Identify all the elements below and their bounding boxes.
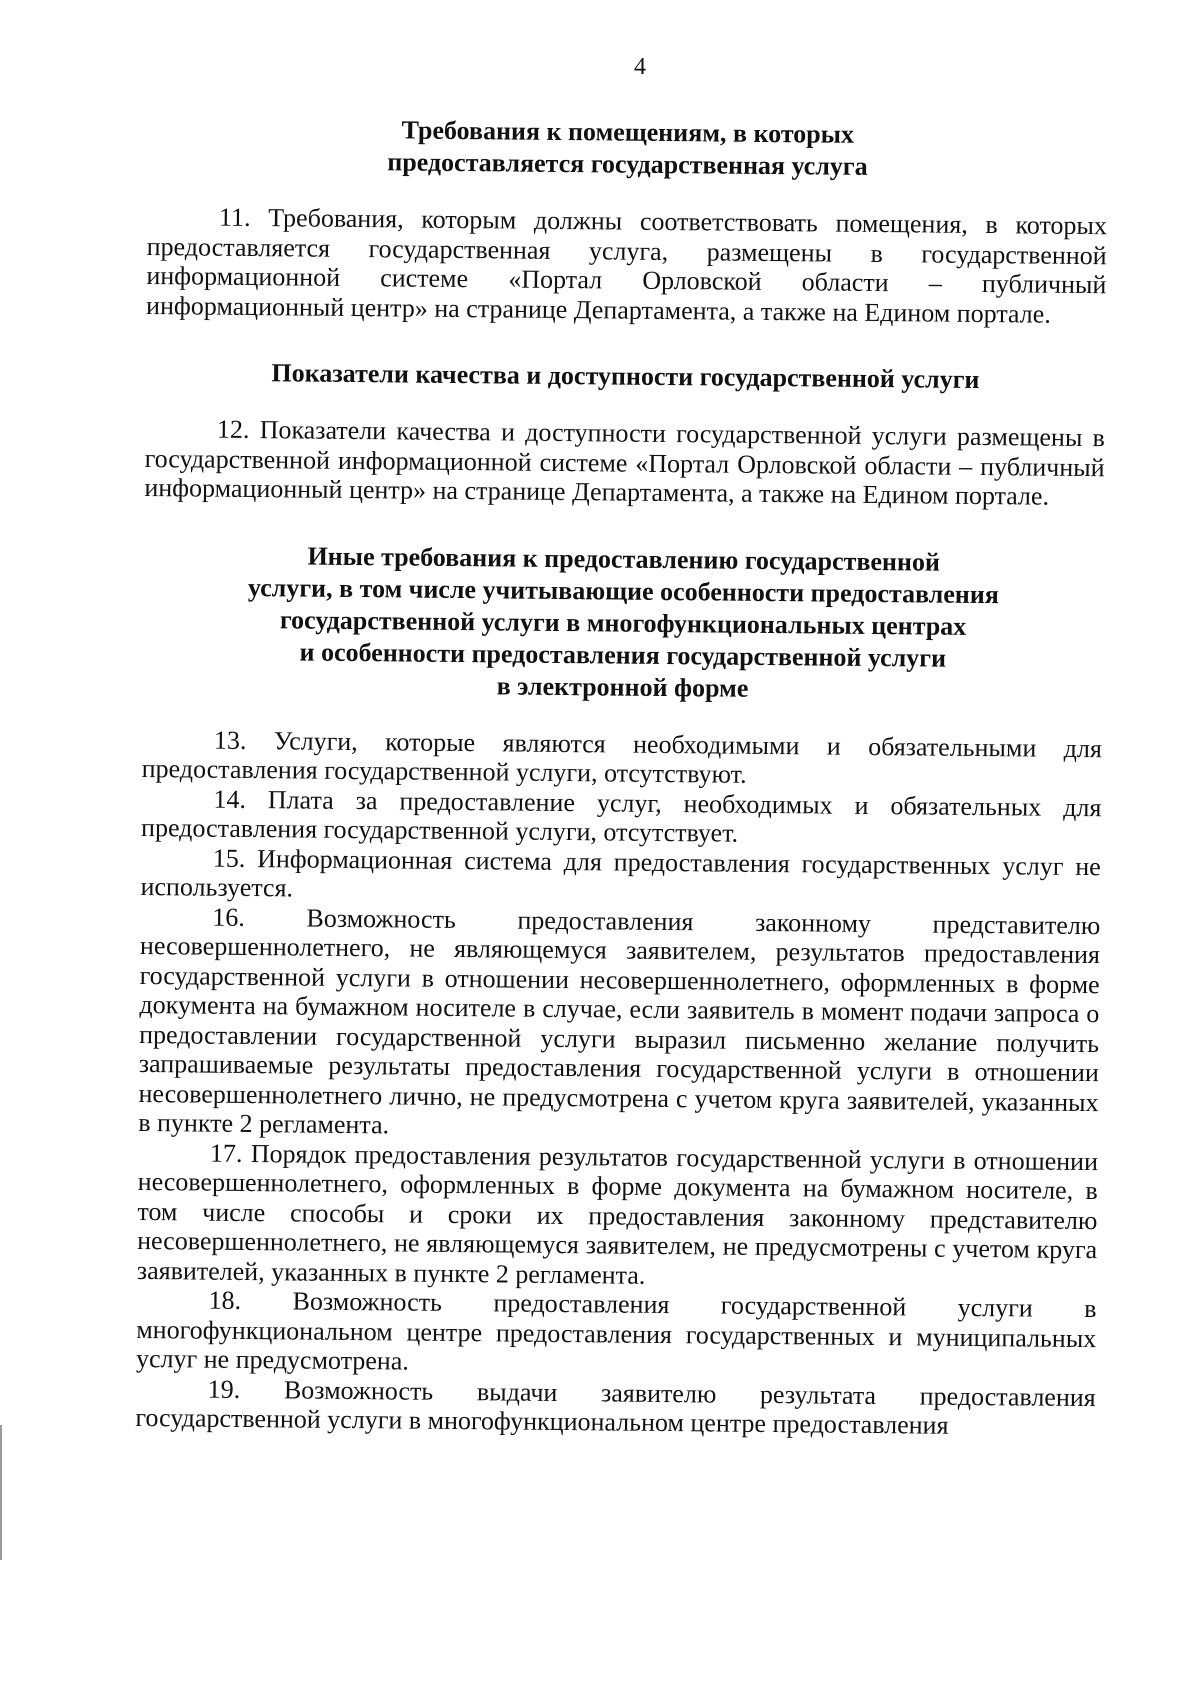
heading-line: и особенности предоставления государственной услуги — [299, 636, 947, 673]
document-body — [135, 112, 1108, 1442]
paragraph-13: 13. Услуги, которые являются необходимыми и обязательными для предоставления государственной услуги, отсутствуют. — [141, 725, 1103, 789]
paragraph-12: 12. Показатели качества и доступности государственной услуги размещены в государственной информационной системе «Портал Орловской области – публичный информационный центр» на странице Департамента, а также на Едином портале. — [144, 414, 1106, 511]
paragraph-16: 16. Возможность предоставления законному представителю несовершеннолетнего, не являющемуся заявителем, результатов предоставления государственной услуги в отношении несовершеннолетнего, оформленных в форме документа на бумажном носителе в случае, если заявитель в момент подачи запроса о предоставлении государственной услуги выразил письменно желание получить запрашиваемые результаты предоставления государственной услуги в отношении несовершеннолетнего лично, не предусмотрена с учетом круга заявителей, указанных в пункте 2 регламента. — [138, 902, 1101, 1140]
paragraph-18: 18. Возможность предоставления государственной услуги в многофункциональном центре предоставления государственных и муниципальных услуг не предусмотрена. — [135, 1285, 1097, 1376]
heading-line: Иные требования к предоставлению государственной — [307, 541, 941, 577]
paragraph-14: 14. Плата за предоставление услуг, необходимых и обязательных для предоставления государственной услуги, отсутствует. — [140, 784, 1102, 848]
scan-edge-mark — [0, 1425, 2, 1560]
page-number: 4 — [634, 54, 646, 80]
heading-line: Требования к помещениям, в которых — [401, 115, 855, 149]
heading-line: услуги, в том числе учитывающие особенности предоставления — [247, 572, 1000, 609]
heading-line: государственной услуги в многофункциональных центрах — [279, 604, 967, 641]
paragraph-11: 11. Требования, которым должны соответствовать помещения, в которых предоставляется государственная услуга, размещены в государственной информационной системе «Портал Орловской области – публичный информационный центр» на странице Департамента, а также на Едином портале. — [146, 202, 1108, 329]
section-heading-other-requirements — [142, 538, 1103, 707]
section-heading-premises — [147, 112, 1108, 185]
heading-line: Показатели качества и доступности государственной услуги — [271, 358, 980, 394]
paragraph-17: 17. Порядок предоставления результатов государственной услуги в отношении несовершеннолетнего, оформленных в форме документа на бумажном носителе, в том числе способы и сроки их предоставления законному представителю несовершеннолетнего, не являющемуся заявителем, не предусмотрены с учетом круга заявителей, указанных в пункте 2 регламента. — [136, 1138, 1099, 1290]
paragraph-19: 19. Возможность выдачи заявителю результата предоставления государственной услуги в многофункциональном центре предоставления — [135, 1374, 1096, 1440]
paragraph-15: 15. Информационная система для предоставления государственных услуг не используется. — [140, 843, 1101, 903]
heading-line: в электронной форме — [496, 670, 749, 703]
heading-line: предоставляется государственная услуга — [387, 147, 868, 181]
